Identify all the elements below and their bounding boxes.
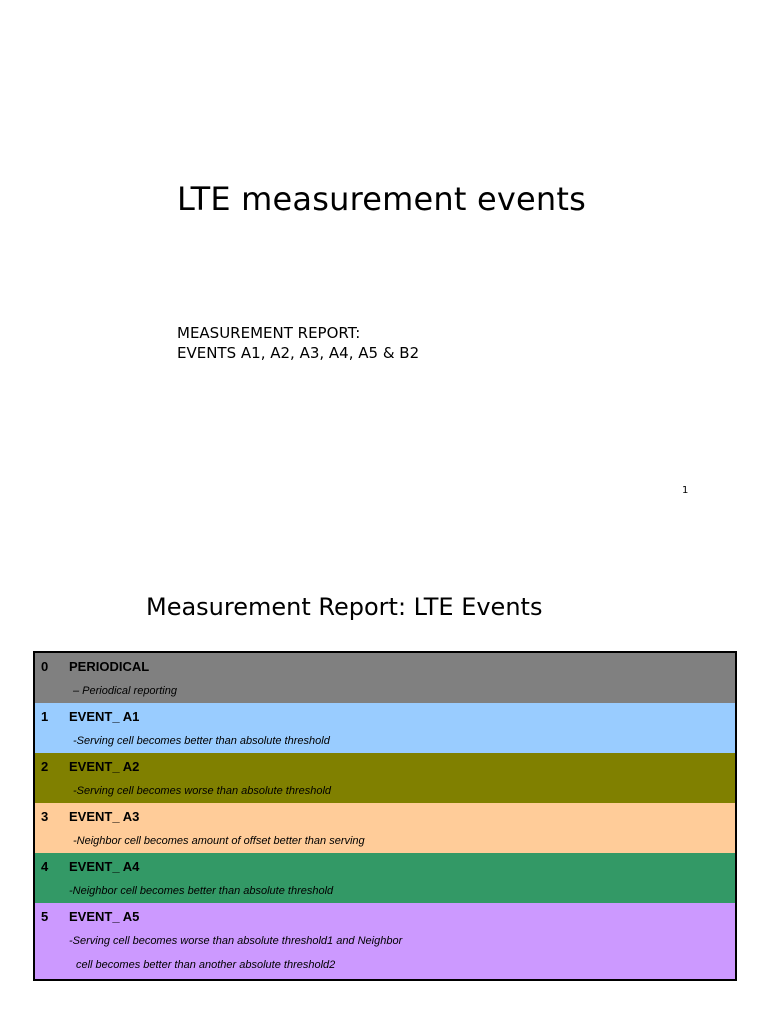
slide-subtitle bbox=[177, 323, 419, 363]
slide-title: Measurement Report: LTE Events bbox=[146, 593, 543, 621]
event-number: 2 bbox=[41, 758, 49, 774]
event-row bbox=[35, 703, 735, 753]
event-name: EVENT_ A2 bbox=[69, 758, 140, 774]
event-number: 0 bbox=[41, 658, 49, 674]
event-description: -Neighbor cell becomes better than absolute threshold bbox=[69, 885, 334, 897]
event-description: -Serving cell becomes better than absolute threshold bbox=[73, 735, 330, 747]
event-description: -Serving cell becomes worse than absolute threshold bbox=[73, 785, 332, 797]
event-row bbox=[35, 903, 735, 979]
subtitle-line-1: MEASUREMENT REPORT: bbox=[177, 324, 361, 342]
event-name: EVENT_ A1 bbox=[69, 708, 140, 724]
event-number: 5 bbox=[41, 908, 49, 924]
event-number: 3 bbox=[41, 808, 49, 824]
subtitle-line-2: EVENTS A1, A2, A3, A4, A5 & B2 bbox=[177, 344, 420, 362]
event-row bbox=[35, 853, 735, 903]
event-row bbox=[35, 753, 735, 803]
event-number: 4 bbox=[41, 858, 49, 874]
event-name: EVENT_ A3 bbox=[69, 808, 140, 824]
event-description-line-1: -Serving cell becomes worse than absolute threshold1 and Neighbor bbox=[69, 935, 403, 947]
page-number: 1 bbox=[682, 485, 689, 496]
slide-title: LTE measurement events bbox=[177, 180, 586, 218]
event-name: EVENT_ A5 bbox=[69, 908, 140, 924]
event-description-line-2: cell becomes better than another absolute threshold2 bbox=[76, 959, 336, 971]
event-description: – Periodical reporting bbox=[73, 685, 177, 697]
events-table bbox=[33, 651, 737, 981]
event-number: 1 bbox=[41, 708, 49, 724]
event-row bbox=[35, 803, 735, 853]
event-name: PERIODICAL bbox=[69, 658, 150, 674]
event-row bbox=[35, 653, 735, 703]
event-name: EVENT_ A4 bbox=[69, 858, 140, 874]
slide-2 bbox=[0, 560, 768, 1024]
event-description: -Neighbor cell becomes amount of offset better than serving bbox=[73, 835, 365, 847]
